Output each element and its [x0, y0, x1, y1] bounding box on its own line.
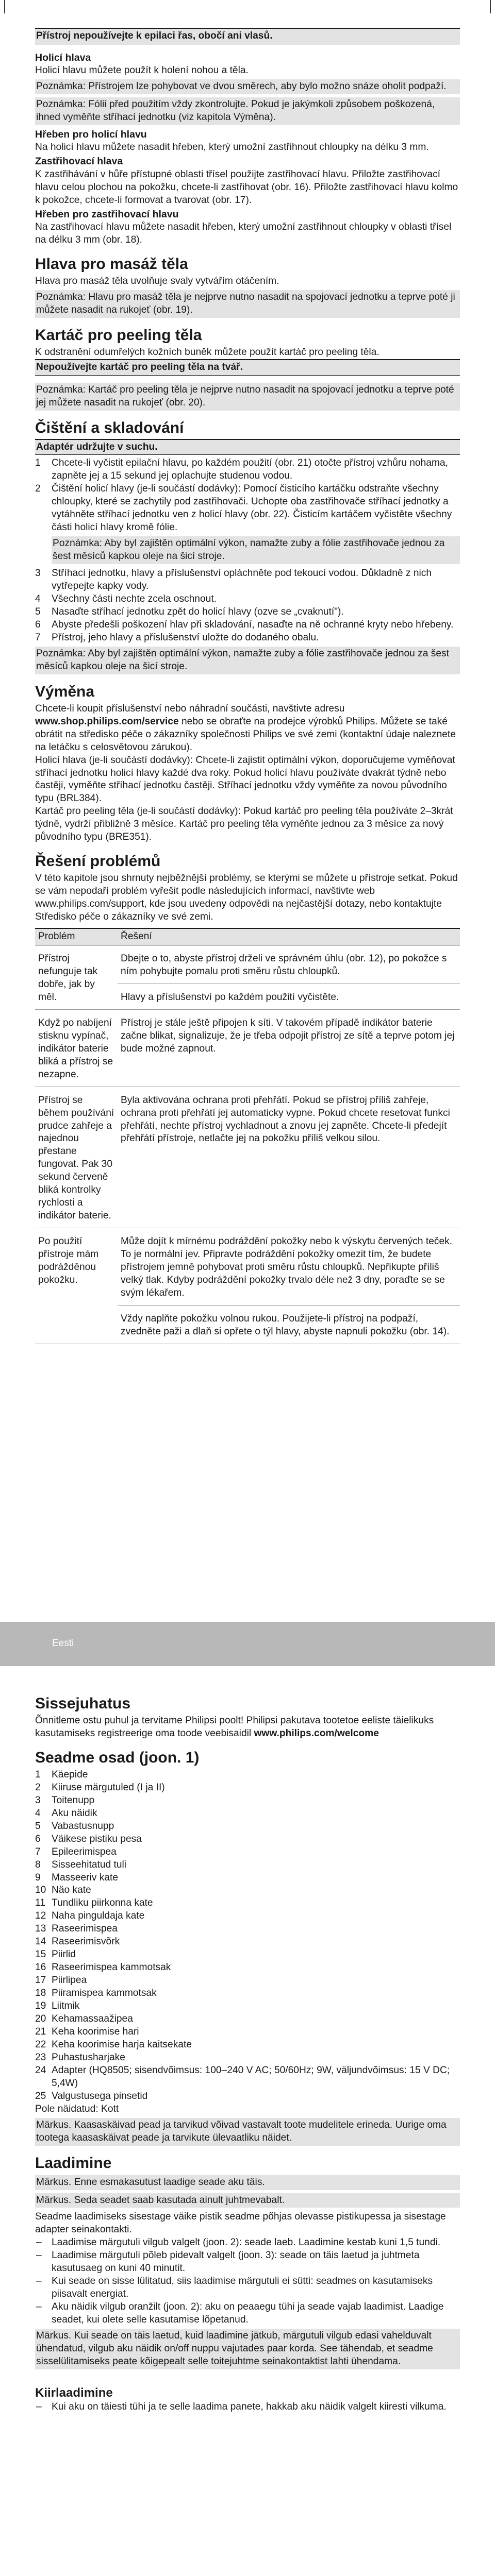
part-number: 12 [35, 1910, 46, 1922]
step-text: Všechny části nechte zcela oschnout. [52, 594, 217, 605]
step-number: 2 [35, 483, 41, 495]
shop-link[interactable]: www.shop.philips.com/service [35, 716, 179, 727]
shaving-head-title: Holicí hlava [35, 52, 91, 63]
solution-cell: Může dojít k mírnému podráždění pokožky nebo k výskytu červených teček. To je normální jev. Připravte podráždění pokožky omezit tím, že budete přístrojem jemně pohybovat proti směru růstu chloupků. Nepřikupte příliš velký tlak. Kdyby podráždění pokožky trvalo déle než 3 dny, poraďte se se svým lékařem. [118, 1228, 460, 1306]
part-number: 14 [35, 1936, 46, 1947]
list-item [35, 2000, 460, 2013]
list-item [35, 1987, 460, 2000]
solution-cell: Hlavy a příslušenství po každém použití vyčistěte. [118, 984, 460, 1009]
list-item [35, 1884, 460, 1897]
step-text: Přístroj, jeho hlavy a příslušenství uložte do dodaného obalu. [52, 632, 319, 643]
note: Poznámka: Fólii před použitím vždy zkontrolujte. Pokud je jakýmkoli způsobem poškozená, ihned vyměňte stříhací jednotku (viz kapitola Výměna). [35, 97, 460, 125]
part-number: 6 [35, 1833, 41, 1844]
list-item [35, 1820, 460, 1833]
parts-list [35, 1769, 460, 2116]
solution-cell: Přístroj je stále ještě připojen k síti. V takovém případě indikátor baterie začne blikat, signalizuje, že je třeba odpojit přístroj ze sítě a teprve potom jej bude možné zapnout. [118, 1009, 460, 1087]
charging-text: Seadme laadimiseks sisestage väike pistik seadme põhjas olevasse pistikupessa ja sisestage adapter seinakontakti. [35, 2211, 446, 2235]
list-item [35, 1859, 460, 1872]
cleaning-steps [35, 457, 460, 534]
list-item [35, 2103, 460, 2116]
part-number: 10 [35, 1885, 46, 1896]
list-item [35, 1833, 460, 1846]
problem-cell: Přístroj nefunguje tak dobře, jak by měl. [35, 945, 118, 1009]
note: Märkus. Seda seadet saab kasutada ainult juhtmevabalt. [35, 2193, 460, 2208]
list-item [35, 2064, 460, 2090]
part-label: Raseerimispea [52, 1923, 118, 1935]
massage-head-text: Hlava pro masáž těla uvolňuje svaly vytvářím otáčením. [35, 275, 279, 286]
part-label: Valgustusega pinsetid [52, 2090, 148, 2102]
step-text: Nasaďte stříhací jednotku zpět do holicí hlavy (ozve se „cvaknutí"). [52, 606, 344, 617]
troubleshooting-intro: V této kapitole jsou shrnuty nejběžnější problémy, se kterými se můžete u přístroje setkat. Pokud se vám nepodaří problém vyřešit podle následujících informací, navštivte web www.philips.com/support, kde jsou uvedeny odpovědi na nejčastější dotazy, nebo kontaktujte Středisko péče o zákazníky ve své zemi. [35, 873, 458, 923]
list-text: Laadimise märgutuli põleb pidevalt valgelt (joon. 3): seade on täis laetud ja juhtmeta kasutusaeg on kuni 40 minutit. [52, 2250, 420, 2274]
problem-cell: Po použití přístroje mám podrážděnou pokožku. [35, 1228, 118, 1344]
replacement-text-shaver: Holicí hlava (je-li součástí dodávky): Chcete-li zajistit optimální výkon, doporučujeme vyměňovat stříhací jednotku holicí hlavy každé dva roky. Pokud holicí hlavu používáte dvakrát týdně nebo častěji, vyměňte stříhací jednotku častěji. Stříhací jednotku vždy vyměňte za novou původního typu (BRL384). [35, 754, 455, 804]
welcome-link[interactable]: www.philips.com/welcome [254, 1727, 379, 1739]
list-item [35, 619, 460, 632]
list-text: Kui aku on täiesti tühi ja te selle laadima panete, hakkab aku näidik valgelt kiiresti vilkuma. [52, 2401, 447, 2413]
troubleshooting-title: Řešení problémů [35, 853, 161, 870]
list-item [35, 1846, 460, 1859]
part-number: 3 [35, 1794, 41, 1806]
cleaning-title: Čištění a skladování [35, 419, 184, 436]
list-item [35, 2052, 460, 2064]
solution-cell: Byla aktivována ochrana proti přehřátí. Pokud se přístroj příliš zahřeje, ochrana proti přehřátí jej automaticky vypne. Pokud chcete resetovat funkci přehřátí, nechte přístroj vychladnout a znovu jej zapněte. Chcete-li předejít přehřátí přístroje, netlačte jej na pokožku příliš velkou silou. [118, 1087, 460, 1228]
shaving-head-text: Holicí hlavu můžete použít k holení nohou a těla. [35, 65, 249, 76]
part-label: Vabastusnupp [52, 1820, 114, 1832]
column-header: Problém [35, 928, 118, 945]
step-number: 6 [35, 619, 41, 630]
list-item [35, 1769, 460, 1782]
problem-cell: Když po nabíjení stisknu vypínač, indikátor baterie bliká a přístroj se nezapne. [35, 1009, 118, 1087]
part-label: Naha pinguldaja kate [52, 1910, 145, 1922]
note: Poznámka: Přístrojem lze pohybovat ve dvou směrech, aby bylo možno snáze oholit podpaží. [35, 79, 460, 94]
table-row [35, 945, 460, 984]
part-label: Keha koorimise harja kaitsekate [52, 2039, 192, 2050]
part-label: Epileerimispea [52, 1846, 117, 1857]
part-label: Aku näidik [52, 1807, 97, 1819]
language-label: Eesti [52, 1638, 74, 1649]
note: Märkus. Kui seade on täis laetud, kuid laadimine jätkub, märgutuli vilgub edasi vahelduvalt ühendatud, vilgub aku näidik on/off nuppu vajutades paar korda. See tähendab, et seadme sisselülitamiseks peate kõigepealt selle toitejuhtme seinakontaktist lahti ühendama. [35, 2329, 460, 2369]
part-label: Keha koorimise hari [52, 2026, 139, 2037]
list-item [35, 606, 460, 619]
part-number: 1 [35, 1769, 41, 1780]
table-row [35, 1228, 460, 1306]
warning-bar: Přístroj nepoužívejte k epilaci řas, obočí ani vlasů. [35, 28, 460, 44]
list-item [35, 1807, 460, 1820]
list-item [35, 1948, 460, 1961]
part-label: Piirlid [52, 1949, 76, 1960]
replacement-text [35, 703, 460, 754]
part-number: 5 [35, 1820, 41, 1832]
text-run: Chcete-li koupit příslušenství nebo náhradní součásti, navštivte adresu [35, 703, 345, 714]
exfoliation-text: K odstranění odumřelých kožních buněk můžete použít kartáč pro peeling těla. [35, 346, 380, 358]
note: Poznámka: Aby byl zajištěn optimální výkon, namažte zuby a fólie zastřihovače jednou za šest měsíců kapkou oleje na šicí stroje. [35, 647, 460, 674]
part-number: 24 [35, 2064, 46, 2076]
note: Poznámka: Aby byl zajištěn optimální výkon, namažte zuby a fólie zastřihovače jednou za šest měsíců kapkou oleje na šicí stroje. [52, 536, 460, 564]
step-number: 1 [35, 457, 41, 469]
quick-charge-list [35, 2401, 460, 2414]
part-label: Liitmik [52, 2001, 80, 2012]
list-item [35, 1961, 460, 1974]
part-number: 2 [35, 1782, 41, 1793]
part-label: Masseeriv kate [52, 1872, 119, 1883]
list-item [35, 1936, 460, 1948]
step-text: Chcete-li vyčistit epilační hlavu, po každém použití (obr. 21) otočte přístroj vzhůru nohama, zapněte jej a 15 sekund jej oplachujte studenou vodou. [52, 457, 448, 482]
step-text: Abyste předešli poškození hlav při skladování, nasaďte na ně ochranné kryty nebo hřebeny. [52, 619, 454, 630]
part-label: Tundliku piirkonna kate [52, 1897, 153, 1909]
note: Poznámka: Hlavu pro masáž těla je nejprve nutno nasadit na spojovací jednotku a teprve poté ji můžete nasadit na rukojeť (obr. 19). [35, 290, 460, 318]
note: Märkus. Kaasaskäivad pead ja tarvikud võivad vastavalt toote mudelitele erineda. Uurige oma tootega kaasaskäivat peade ja tarvikute ülevaatliku näidet. [35, 2118, 460, 2146]
list-item [35, 1872, 460, 1885]
list-item: – Kui aku on täiesti tühi ja te selle laadima panete, hakkab aku näidik valgelt kiiresti vilkuma. [35, 2401, 460, 2414]
step-text: Stříhací jednotku, hlavy a příslušenství opláchněte pod tekoucí vodou. Důkladně z nich vytřepejte kapky vody. [52, 568, 432, 592]
introduction-title: Sissejuhatus [35, 1695, 131, 1712]
part-number: 25 [35, 2090, 46, 2102]
trimmer-head-text: K zastřihávání v hůře přístupné oblasti třísel použijte zastřihovací hlavu. Přiložte zastřihovací hlavu celou plochou na pokožku, chcete-li zastřihovat (obr. 16). Přiložte zastřihovací hlavu kolmo k pokožce, chcete-li formovat a tvarovat (obr. 17). [35, 168, 458, 206]
list-item [35, 1974, 460, 1987]
trimmer-comb-text: Na zastřihovací hlavu můžete nasadit hřeben, který umožní zastřihnout chloupky v oblasti třísel na délku 3 mm (obr. 18). [35, 221, 452, 245]
comb-text: Na holicí hlavu můžete nasadit hřeben, který umožní zastřihnout chloupky na délku 3 mm. [35, 142, 429, 153]
step-number: 5 [35, 606, 41, 617]
trimmer-comb-title: Hřeben pro zastřihovací hlavu [35, 208, 179, 220]
list-item: – Aku näidik vilgub oranžilt (joon. 2): aku on peaaegu tühi ja seade vajab laadimist. Laadige seadet, kui olete selle kasutamise lõpetanud. [35, 2301, 460, 2327]
list-item [35, 2039, 460, 2052]
part-label: Piirlipea [52, 1975, 87, 1986]
part-label: Adapter (HQ8505; sisendvõimsus: 100–240 V AC; 50/60Hz; 9W, väljundvõimsus: 15 V DC; 5,4W) [52, 2064, 450, 2089]
part-label: Väikese pistiku pesa [52, 1833, 142, 1844]
charging-list [35, 2236, 460, 2327]
list-item: – Laadimise märgutuli vilgub valgelt (joon. 2): seade laeb. Laadimine kestab kuni 1,5 tundi. [35, 2236, 460, 2249]
part-label: Piiramispea kammotsak [52, 1988, 157, 1999]
part-number: 19 [35, 2001, 46, 2012]
step-text: Čištění holicí hlavy (je-li součástí dodávky): Pomocí čisticího kartáčku odstraňte všechny chloupky, které se zachytily pod zastřihovači. Uchopte oba zastřihovače stříhací jednotky a vytáhněte stříhací jednotku ven z holicí hlavy (obr. 22). Čisticím kartáčem vyčistěte všechny části holicí hlavy kromě fólie. [52, 483, 452, 533]
step-number: 4 [35, 594, 41, 605]
introduction-text [35, 1715, 460, 1740]
table-row [35, 1009, 460, 1087]
list-item [35, 2090, 460, 2103]
note: Märkus. Enne esmakasutust laadige seade aku täis. [35, 2175, 460, 2190]
list-item [35, 457, 460, 483]
adapter-dry-bar: Adaptér udržujte v suchu. [35, 439, 460, 455]
solution-cell: Dbejte o to, abyste přístroj drželi ve správném úhlu (obr. 12), po pokožce s ním pohybujte pomalu proti směru růstu chloupků. [118, 945, 460, 984]
part-label: Näo kate [52, 1885, 91, 1896]
list-item [35, 483, 460, 534]
comb-title: Hřeben pro holicí hlavu [35, 129, 147, 141]
part-label: Kiiruse märgutuled (I ja II) [52, 1782, 165, 1793]
crop-mark-top-left [4, 0, 5, 13]
part-number: 11 [35, 1897, 45, 1909]
massage-head-title: Hlava pro masáž těla [35, 255, 188, 273]
note: Poznámka: Kartáč pro peeling těla je nejprve nutno nasadit na spojovací jednotku a teprve poté jej můžete nasadit na rukojeť (obr. 20). [35, 383, 460, 411]
crop-mark-top-right [490, 0, 491, 13]
charging-title: Laadimine [35, 2154, 112, 2172]
list-item [35, 1923, 460, 1936]
list-item [35, 1897, 460, 1910]
cleaning-steps-continued [35, 567, 460, 645]
part-number: 17 [35, 1975, 46, 1986]
part-label: Puhastusharjake [52, 2052, 125, 2063]
part-number: 21 [35, 2026, 46, 2037]
parts-title: Seadme osad (joon. 1) [35, 1749, 200, 1766]
part-number: 9 [35, 1872, 41, 1883]
part-number: 15 [35, 1949, 46, 1960]
part-label: Raseerimisvõrk [52, 1936, 120, 1947]
step-number: 7 [35, 632, 41, 643]
part-label: Toitenupp [52, 1794, 95, 1806]
part-number: 16 [35, 1962, 46, 1973]
part-number: 22 [35, 2039, 46, 2050]
trimmer-head-title: Zastřihovací hlava [35, 156, 123, 167]
part-number: 8 [35, 1859, 41, 1870]
text-run: Õnnitleme ostu puhul ja tervitame Philipsi poolt! Philipsi pakutava tootetoe eeliste täielikuks kasutamiseks registreerige oma toode veebisaidil [35, 1715, 434, 1739]
list-item [35, 1910, 460, 1923]
part-number: 13 [35, 1923, 46, 1935]
list-item [35, 2026, 460, 2039]
list-item [35, 2013, 460, 2026]
text-run: nebo se obraťte na prodejce výrobků Philips. Můžete se také obrátit na středisko péče o zákazníky společnosti Philips ve své zemi (kontaktní údaje naleznete na letáčku s celosvětovou zárukou). [35, 716, 456, 753]
part-label: Sisseehitatud tuli [52, 1859, 127, 1870]
replacement-text-exfoliation: Kartáč pro peeling těla (je-li součástí dodávky): Pokud kartáč pro peeling těla používáte 2–3krát týdně, vydrží přibližně 3 měsíce. Kartáč pro peeling těla vyměňte jednou za 3 měsíce za nový původního typu (BRE351). [35, 806, 453, 843]
table-row [35, 1087, 460, 1228]
part-number: 18 [35, 1988, 46, 1999]
part-number: 20 [35, 2013, 46, 2025]
list-item [35, 567, 460, 593]
step-number: 3 [35, 568, 41, 579]
list-item [35, 593, 460, 606]
part-label: Pole näidatud: Kott [35, 2103, 119, 2114]
part-number: 23 [35, 2052, 46, 2063]
column-header: Řešení [118, 928, 460, 945]
part-number: 4 [35, 1807, 41, 1819]
list-item [35, 1794, 460, 1807]
solution-cell: Vždy naplňte pokožku volnou rukou. Použijete-li přístroj na podpaží, zvedněte paži a dlaň si opřete o týl hlavy, abyste napnuli pokožku (obr. 14). [118, 1305, 460, 1344]
list-text: Aku näidik vilgub oranžilt (joon. 2): aku on peaaegu tühi ja seade vajab laadimist. Laadige seadet, kui olete selle kasutamise lõpetanud. [52, 2301, 444, 2326]
part-label: Käepide [52, 1769, 88, 1780]
exfoliation-title: Kartáč pro peeling těla [35, 326, 202, 344]
list-text: Kui seade on sisse lülitatud, siis laadimise märgutuli ei sütti: seadmes on kasutamiseks piisavalt energiat. [52, 2276, 433, 2300]
list-item [35, 1782, 460, 1794]
replacement-title: Výměna [35, 683, 95, 700]
list-item [35, 632, 460, 645]
language-banner [0, 1622, 495, 1666]
troubleshooting-table [35, 928, 460, 1344]
part-label: Kehamassaažipea [52, 2013, 133, 2025]
part-label: Raseerimispea kammotsak [52, 1962, 171, 1973]
problem-cell: Přístroj se během používání prudce zahřeje a najednou přestane fungovat. Pak 30 sekund červeně bliká kontrolky rychlosti a indikátor baterie. [35, 1087, 118, 1228]
list-text: Laadimise märgutuli vilgub valgelt (joon. 2): seade laeb. Laadimine kestab kuni 1,5 tundi. [52, 2237, 441, 2248]
part-number: 7 [35, 1846, 41, 1857]
list-item: – Laadimise märgutuli põleb pidevalt valgelt (joon. 3): seade on täis laetud ja juhtmeta kasutusaeg on kuni 40 minutit. [35, 2249, 460, 2275]
czech-section [35, 28, 460, 1344]
quick-charge-title: Kiirlaadimine [35, 2385, 113, 2400]
list-item: – Kui seade on sisse lülitatud, siis laadimise märgutuli ei sütti: seadmes on kasutamiseks piisavalt energiat. [35, 2275, 460, 2301]
estonian-section [35, 1693, 460, 2414]
exfoliation-warning-bar: Nepoužívejte kartáč pro peeling těla na tvář. [35, 359, 460, 376]
